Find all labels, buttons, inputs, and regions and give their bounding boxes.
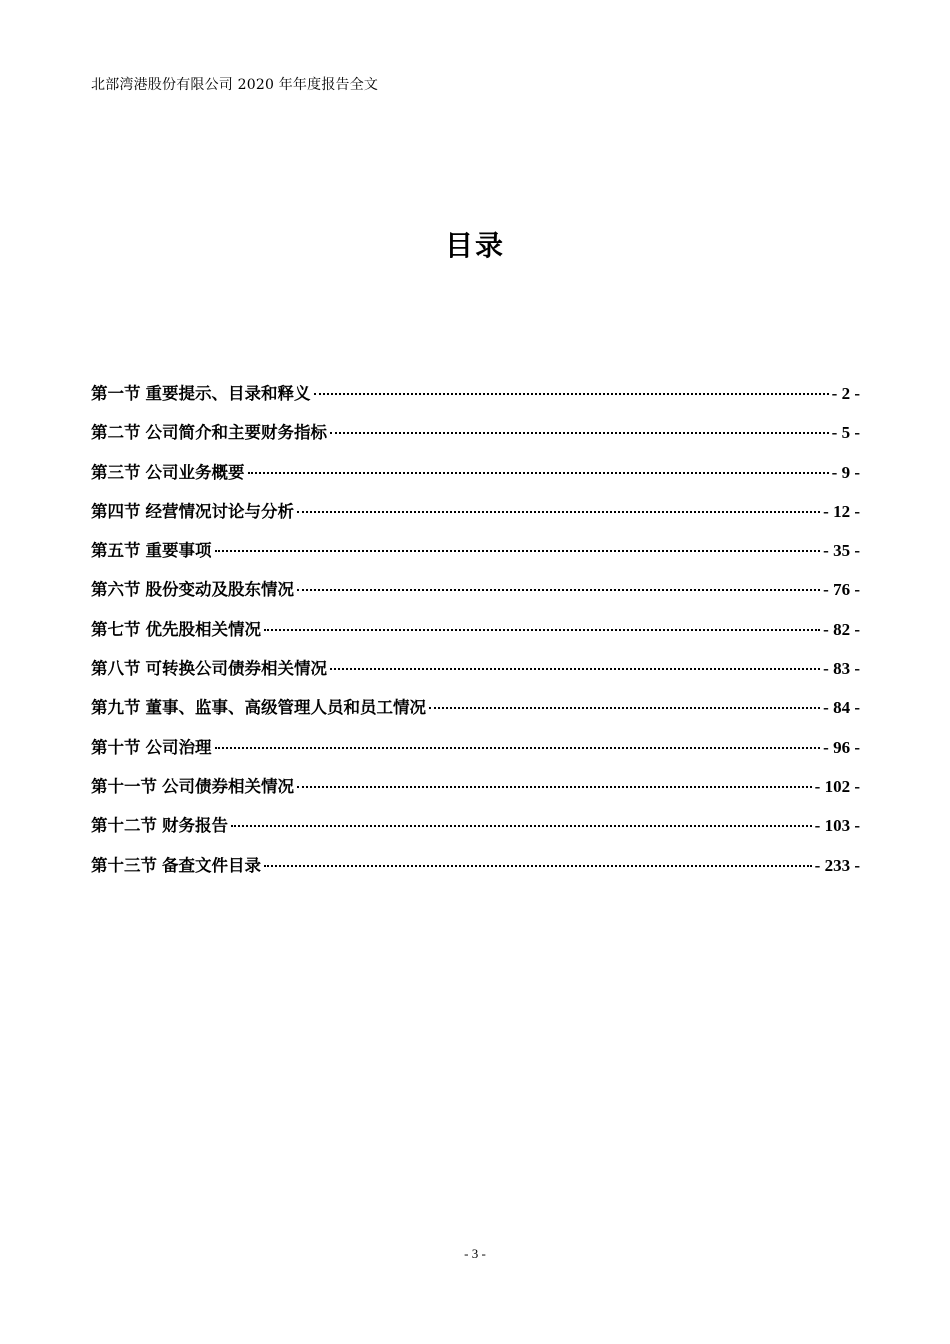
toc-section-title: 公司债券相关情况 — [162, 776, 294, 796]
toc-section-title: 优先股相关情况 — [145, 619, 261, 639]
dot-leader — [215, 550, 821, 552]
toc-page-number: - 233 - — [814, 855, 860, 875]
toc-section-label: 第八节 — [91, 659, 141, 679]
toc-entry-6[interactable] — [91, 576, 860, 615]
page-title: 目录 — [444, 229, 505, 262]
toc-section-label: 第十二节 — [91, 816, 157, 836]
toc-entry-9[interactable] — [91, 694, 860, 733]
toc-section-label: 第十三节 — [91, 855, 157, 875]
toc-section-title: 重要提示、目录和释义 — [145, 384, 311, 403]
toc-page-number: - 96 - — [823, 737, 860, 757]
toc-page-number: - 76 - — [823, 580, 860, 600]
dot-leader — [314, 393, 829, 395]
toc-section-label: 第五节 — [91, 541, 141, 561]
toc-entry-8[interactable] — [91, 655, 860, 694]
table-of-contents — [91, 380, 860, 891]
toc-entry-4[interactable] — [91, 498, 860, 537]
toc-section-title: 财务报告 — [162, 816, 228, 836]
toc-page-number: - 83 - — [823, 659, 860, 679]
toc-entry-3[interactable] — [91, 459, 860, 498]
dot-leader — [248, 472, 829, 474]
dot-leader — [429, 707, 820, 709]
dot-leader — [297, 786, 812, 788]
toc-section-label: 第十一节 — [91, 776, 157, 796]
toc-section-title: 可转换公司债券相关情况 — [145, 659, 327, 679]
toc-section-title: 备查文件目录 — [162, 855, 261, 875]
page-number: - 3 - — [464, 1246, 486, 1261]
toc-section-label: 第十节 — [91, 737, 141, 757]
toc-section-title: 经营情况讨论与分析 — [145, 501, 294, 521]
toc-page-number: - 2 - — [831, 384, 860, 403]
toc-page-number: - 84 - — [823, 698, 860, 718]
dot-leader — [231, 825, 812, 827]
toc-entry-7[interactable] — [91, 616, 860, 655]
toc-section-title: 股份变动及股东情况 — [145, 580, 294, 600]
toc-entry-10[interactable] — [91, 734, 860, 773]
toc-page-number: - 35 - — [823, 541, 860, 561]
toc-section-title: 公司业务概要 — [145, 462, 245, 482]
toc-section-title: 董事、监事、高级管理人员和员工情况 — [145, 698, 426, 718]
running-header: 北部湾港股份有限公司 2020 年年度报告全文 — [91, 77, 379, 93]
dot-leader — [297, 511, 820, 513]
dot-leader — [264, 629, 820, 631]
toc-section-label: 第六节 — [91, 580, 141, 600]
toc-section-label: 第三节 — [91, 462, 141, 482]
toc-entry-5[interactable] — [91, 537, 860, 576]
toc-page-number: - 9 - — [831, 462, 860, 482]
toc-entry-1[interactable] — [91, 380, 860, 419]
toc-page-number: - 82 - — [823, 619, 860, 639]
dot-leader — [330, 668, 820, 670]
dot-leader — [264, 865, 812, 867]
toc-section-label: 第七节 — [91, 619, 141, 639]
toc-entry-11[interactable] — [91, 773, 860, 812]
toc-section-title: 公司治理 — [145, 737, 212, 757]
toc-page-number: - 103 - — [814, 816, 860, 836]
toc-entry-13[interactable] — [91, 852, 860, 891]
toc-section-label: 第四节 — [91, 501, 141, 521]
dot-leader — [297, 589, 820, 591]
toc-entry-2[interactable] — [91, 419, 860, 458]
toc-page-number: - 12 - — [823, 501, 860, 521]
dot-leader — [215, 747, 821, 749]
toc-section-label: 第二节 — [91, 423, 141, 443]
dot-leader — [330, 432, 829, 434]
toc-entry-12[interactable] — [91, 812, 860, 851]
toc-section-label: 第一节 — [91, 384, 141, 403]
toc-section-title: 重要事项 — [145, 541, 212, 561]
toc-page-number: - 102 - — [814, 776, 860, 796]
toc-section-label: 第九节 — [91, 698, 141, 718]
toc-page-number: - 5 - — [831, 423, 860, 443]
toc-section-title: 公司简介和主要财务指标 — [145, 423, 327, 443]
